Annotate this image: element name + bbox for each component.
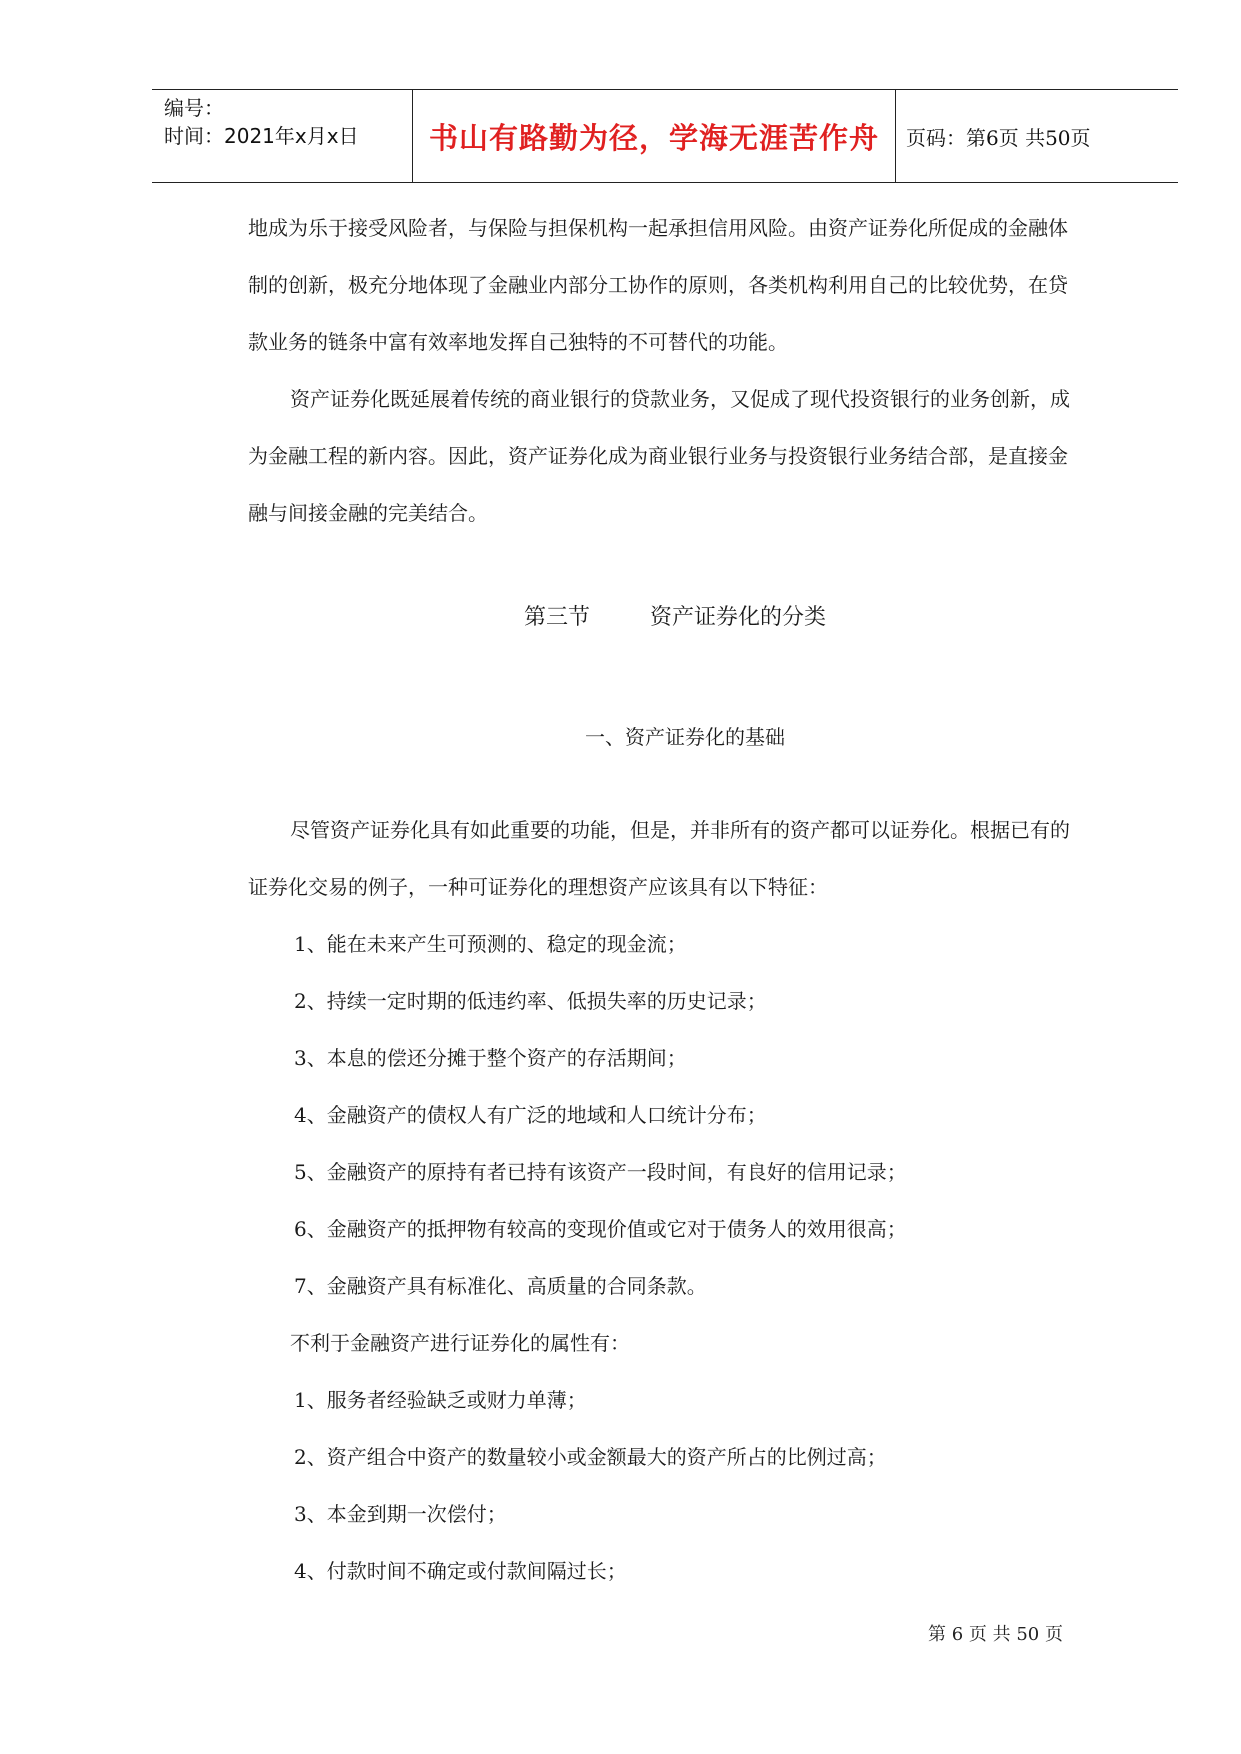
page-footer: 第 6 页 共 50 页 (928, 1624, 1063, 1645)
document-body (248, 200, 1078, 1600)
subsection-heading: 一、资产证券化的基础 (585, 725, 785, 749)
list-item: 7、金融资产具有标准化、高质量的合同条款。 (294, 1274, 707, 1298)
section-number: 第三节 (523, 605, 590, 630)
section-heading (248, 600, 1078, 631)
paragraph-continued: 地成为乐于接受风险者，与保险与担保机构一起承担信用风险。由资产证券化所促成的金融体制的创新，极充分地体现了金融业内部分工协作的原则，各类机构利用自己的比较优势，在贷款业务的链条中富有效率地发挥自己独特的不可替代的功能。 (248, 216, 1068, 354)
unfavorable-attributes-list (248, 1372, 1078, 1600)
list-item: 1、能在未来产生可预测的、稳定的现金流； (294, 932, 687, 956)
list-item: 5、金融资产的原持有者已持有该资产一段时间，有良好的信用记录； (294, 1160, 907, 1184)
list-item: 6、金融资产的抵押物有较高的变现价值或它对于债务人的效用很高； (294, 1217, 907, 1241)
list-item: 2、资产组合中资产的数量较小或金额最大的资产所占的比例过高； (294, 1445, 887, 1469)
list-item: 3、本息的偿还分摊于整个资产的存活期间； (294, 1046, 687, 1070)
paragraph: 资产证券化既延展着传统的商业银行的贷款业务，又促成了现代投资银行的业务创新，成为金融工程的新内容。因此，资产证券化成为商业银行业务与投资银行业务结合部，是直接金融与间接金融的完美结合。 (248, 387, 1070, 525)
list-item: 2、持续一定时期的低违约率、低损失率的历史记录； (294, 989, 767, 1013)
header-page-number: 页码：第6页 共50页 (906, 125, 1091, 150)
ideal-asset-list (248, 916, 1078, 1315)
page-header (152, 89, 1178, 183)
section-name: 资产证券化的分类 (650, 605, 827, 630)
list-item: 1、服务者经验缺乏或财力单薄； (294, 1388, 587, 1412)
header-meta (164, 94, 404, 150)
list-item: 4、付款时间不确定或付款间隔过长； (294, 1559, 627, 1583)
list-item: 4、金融资产的债权人有广泛的地域和人口统计分布； (294, 1103, 767, 1127)
list-item: 3、本金到期一次偿付； (294, 1502, 507, 1526)
document-number: 编号： (164, 96, 224, 120)
paragraph: 尽管资产证券化具有如此重要的功能，但是，并非所有的资产都可以证券化。根据已有的证券化交易的例子，一种可证券化的理想资产应该具有以下特征： (248, 818, 1070, 899)
document-date: 时间：2021年x月x日 (164, 124, 359, 148)
list-heading: 不利于金融资产进行证券化的属性有： (290, 1331, 630, 1355)
header-motto: 书山有路勤为径，学海无涯苦作舟 (412, 90, 896, 182)
